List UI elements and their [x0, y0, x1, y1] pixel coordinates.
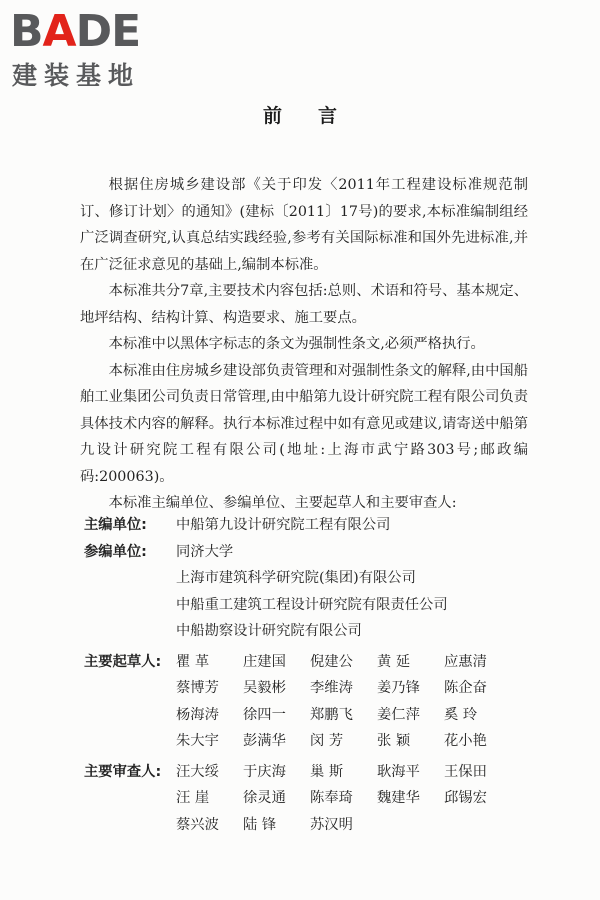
drafter-name: 陈企奋: [444, 680, 487, 696]
drafter-name: 徐四一: [243, 706, 286, 723]
participant-roles: [80, 512, 540, 838]
drafters-label: 主要起草人:: [84, 653, 162, 670]
drafter-name: 张 颖: [377, 733, 411, 749]
drafter-name: 奚 玲: [444, 706, 478, 723]
chief-editor-row: [84, 512, 540, 539]
logo-letter-a: A: [42, 6, 76, 57]
drafter-name: 倪建公: [310, 653, 353, 670]
reviewer-name: 邱锡宏: [444, 790, 487, 806]
drafter-name: 姜乃锋: [377, 680, 420, 696]
reviewer-name: 汪 崖: [176, 790, 210, 806]
participant-unit: 同济大学: [176, 543, 234, 560]
bade-logo: [10, 6, 180, 88]
drafter-name: 花小艳: [444, 733, 487, 749]
paragraph-basis: 根据住房城乡建设部《关于印发〈2011年工程建设标准规范制订、修订计划〉的通知》(建标〔2011〕17号)的要求,本标准编制组经广泛调查研究,认真总结实践经验,参考有关国际标准和国外先进标准,并在广泛征求意见的基础上,编制本标准。: [80, 177, 528, 273]
paragraph-management: 本标准由住房城乡建设部负责管理和对强制性条文的解释,由中国船舶工业集团公司负责日常管理,由中船第九设计研究院工程有限公司负责具体技术内容的解释。执行本标准过程中如有意见或建议,请寄送中船第九设计研究院工程有限公司(地址:上海市武宁路303号;邮政编码:200063)。: [80, 362, 528, 485]
reviewers-label: 主要审查人:: [84, 763, 162, 780]
reviewer-name: 蔡兴波: [176, 816, 219, 833]
reviewer-name: 陆 锋: [243, 816, 277, 833]
drafters-names: [176, 649, 540, 755]
reviewer-name: 巢 斯: [310, 763, 344, 780]
reviewer-name: 王保田: [444, 763, 487, 780]
participant-unit: 中船勘察设计研究院有限公司: [176, 623, 362, 639]
drafter-name: 杨海涛: [176, 706, 219, 723]
drafter-name: 蔡博芳: [176, 680, 219, 696]
page-title: 前言: [262, 105, 373, 127]
paragraph-mandatory: 本标准中以黑体字标志的条文为强制性条文,必须严格执行。: [108, 336, 485, 352]
paragraph-contents: 本标准共分7章,主要技术内容包括:总则、术语和符号、基本规定、地坪结构、结构计算、构造要求、施工要点。: [80, 283, 528, 326]
participant-unit: 中船重工建筑工程设计研究院有限责任公司: [176, 596, 448, 613]
reviewer-name: 魏建华: [377, 790, 420, 806]
drafter-name: 吴毅彬: [243, 680, 286, 696]
reviewers-names: [176, 759, 540, 839]
reviewer-name: 徐灵通: [243, 790, 286, 806]
reviewer-name: 陈奉琦: [310, 790, 353, 806]
logo-wordmark: [10, 6, 140, 58]
drafter-name: 黄 延: [377, 653, 411, 670]
participants-row: [84, 539, 540, 645]
drafter-name: 彭满华: [243, 733, 286, 749]
drafter-name: 庄建国: [243, 653, 286, 670]
reviewer-name: 汪大绥: [176, 763, 219, 780]
drafter-name: 朱大宇: [176, 733, 219, 749]
chief-editor-label: 主编单位:: [84, 517, 147, 533]
reviewer-name: 苏汉明: [310, 816, 353, 833]
participant-unit: 上海市建筑科学研究院(集团)有限公司: [176, 570, 416, 586]
drafter-name: 瞿 革: [176, 653, 210, 670]
drafter-name: 李维涛: [310, 680, 353, 696]
logo-letter-b: B: [10, 6, 43, 57]
reviewer-name: 于庆海: [243, 763, 286, 780]
logo-subtitle: 建装基地: [12, 61, 141, 90]
drafter-name: 应惠清: [444, 653, 487, 670]
reviewer-name: 耿海平: [377, 763, 420, 780]
reviewers-row: [84, 759, 540, 839]
chief-editor-value: 中船第九设计研究院工程有限公司: [176, 517, 391, 533]
drafter-name: 姜仁萍: [377, 706, 420, 723]
drafters-row: [84, 649, 540, 755]
logo-letters-de: DE: [75, 6, 141, 57]
drafter-name: 郑鹏飞: [310, 706, 353, 723]
participants-label: 参编单位:: [84, 543, 147, 560]
preface-body: [80, 172, 528, 517]
drafter-name: 闵 芳: [310, 733, 344, 749]
paragraph-participants-intro: 本标准主编单位、参编单位、主要起草人和主要审查人:: [108, 495, 457, 511]
